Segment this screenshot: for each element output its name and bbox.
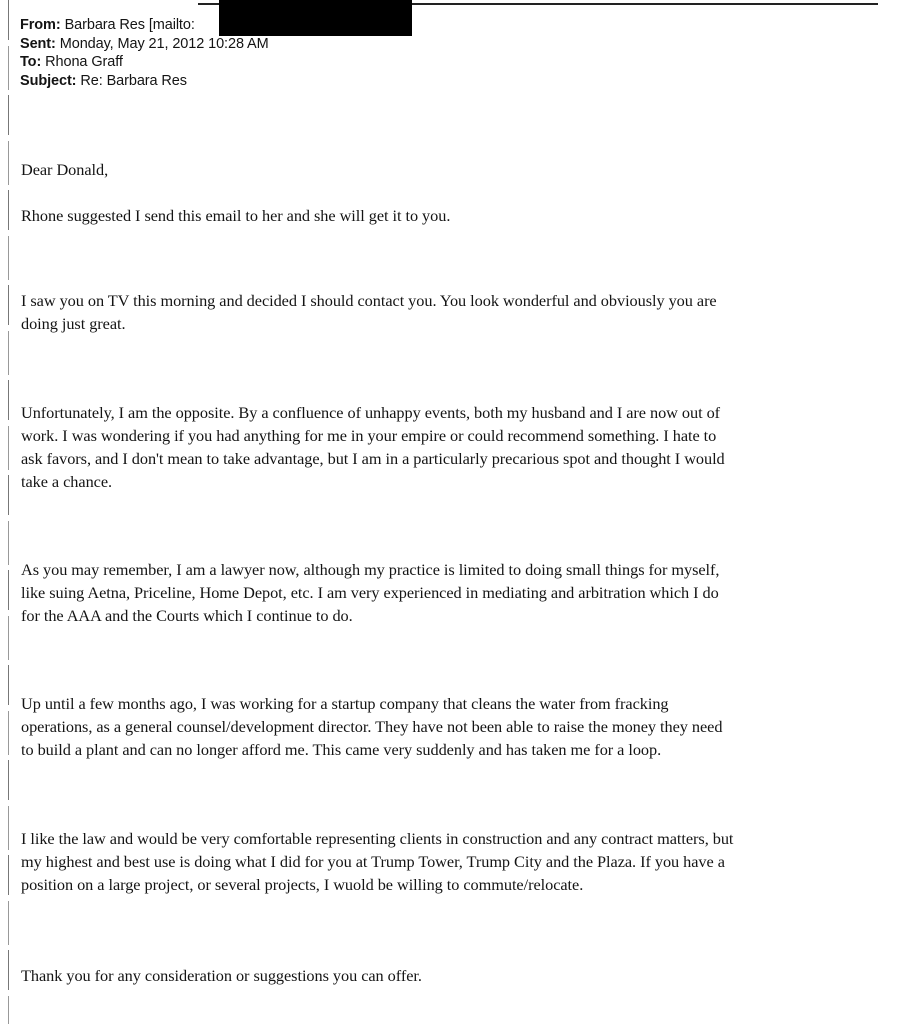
subject-label: Subject: (20, 72, 77, 89)
sent-label: Sent: (20, 35, 56, 52)
paragraph-7 (21, 964, 881, 987)
paragraph-line: to build a plant and can no longer afford me. This came very suddenly and has taken me for a loop. (21, 740, 662, 759)
paragraph-4 (21, 558, 881, 627)
paragraph-6 (21, 827, 881, 896)
paragraph-2 (21, 289, 881, 335)
paragraph-3 (21, 401, 881, 493)
to-value: Rhona Graff (45, 54, 123, 70)
paragraph-line: take a chance. (21, 472, 113, 491)
paragraph-line: As you may remember, I am a lawyer now, although my practice is limited to doing small things for myself, (21, 560, 720, 579)
paragraph-line: operations, as a general counsel/development director. They have not been able to raise the money they need (21, 717, 723, 736)
greeting: Dear Donald, (21, 160, 109, 179)
from-label: From: (20, 17, 61, 33)
paragraph-line: I saw you on TV this morning and decided I should contact you. You look wonderful and obviously you are (21, 291, 717, 310)
paragraph-line: my highest and best use is doing what I did for you at Trump Tower, Trump City and the Plaza. If you have a (21, 852, 725, 871)
subject-line (20, 72, 269, 91)
paragraph-line: work. I was wondering if you had anything for me in your empire or could recommend something. I hate to (21, 426, 717, 445)
paragraph-line: like suing Aetna, Priceline, Home Depot, etc. I am very experienced in mediating and arbitration which I do (21, 583, 719, 602)
to-line (20, 53, 269, 72)
sent-line (20, 35, 269, 54)
sent-value: Monday, May 21, 2012 10:28 AM (59, 35, 269, 52)
subject-value: Re: Barbara Res (80, 72, 187, 89)
paragraph-line: Thank you for any consideration or suggestions you can offer. (21, 966, 422, 985)
paragraph-line: Up until a few months ago, I was working for a startup company that cleans the water from fracking (21, 694, 669, 713)
redaction-block (219, 0, 412, 36)
paragraph-line: doing just great. (21, 314, 126, 333)
to-label: To: (20, 54, 42, 70)
paragraph-5 (21, 692, 881, 761)
paragraph-line: I like the law and would be very comfortable representing clients in construction and any contract matters, but (21, 829, 734, 848)
paragraph-line: ask favors, and I don't mean to take advantage, but I am in a particularly precarious spot and thought I would (21, 449, 725, 468)
from-value: Barbara Res [mailto: (64, 17, 195, 33)
scan-margin-line (8, 0, 9, 1024)
paragraph-1 (21, 204, 881, 227)
paragraph-line: for the AAA and the Courts which I continue to do. (21, 606, 353, 625)
paragraph-line: position on a large project, or several projects, I wuold be willing to commute/relocate. (21, 875, 584, 894)
paragraph-line: Rhone suggested I send this email to her and she will get it to you. (21, 206, 451, 225)
paragraph-line: Unfortunately, I am the opposite. By a confluence of unhappy events, both my husband and I are now out of (21, 403, 721, 422)
